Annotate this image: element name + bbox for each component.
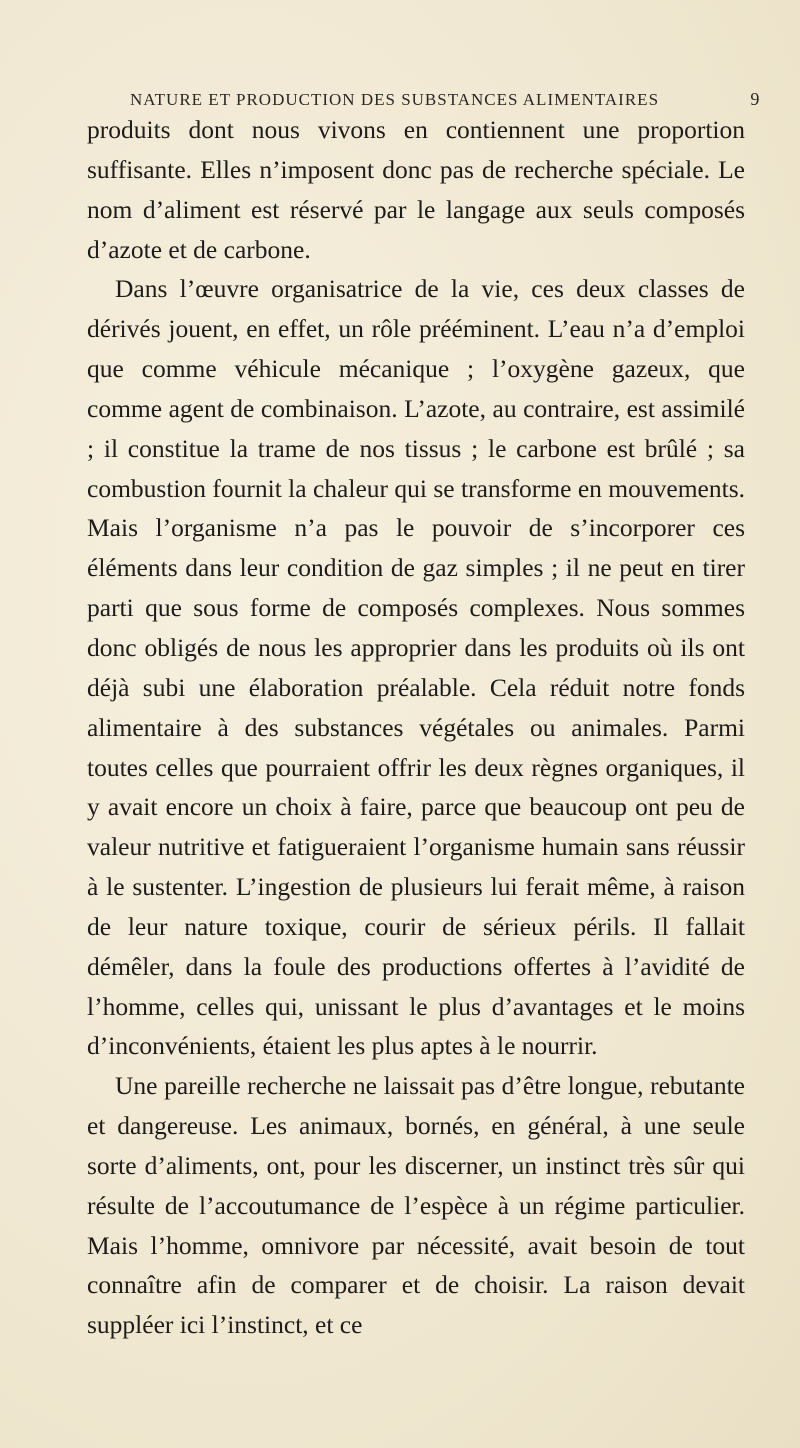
paragraph-2: Dans l’œuvre organisatrice de la vie, ces deux classes de dérivés jouent, en effet, un rôle prééminent. L’eau n’a d’emploi que comme véhicule mécanique ; l’oxygène gazeux, que comme agent de combinaison. L’azote, au contraire, est assimilé ; il constitue la trame de nos tissus ; le carbone est brûlé ; sa combustion fournit la chaleur qui se transforme en mouvements. Mais l’organisme n’a pas le pouvoir de s’incorporer ces éléments dans leur condition de gaz simples ; il ne peut en tirer parti que sous forme de composés complexes. Nous sommes donc obligés de nous les approprier dans les produits où ils ont déjà subi une élaboration préalable. Cela réduit notre fonds alimentaire à des substances végétales ou animales. Parmi toutes celles que pourraient offrir les deux règnes organiques, il y avait encore un choix à faire, parce que beaucoup ont peu de valeur nutritive et fatigueraient l’organisme humain sans réussir à le sustenter. L’ingestion de plusieurs lui ferait même, à raison de leur nature toxique, courir de sérieux périls. Il fallait démêler, dans la foule des productions offertes à l’avidité de l’homme, celles qui, unissant le plus d’avantages et le moins d’inconvénients, étaient les plus aptes à le nourrir. xyxy=(87,274,745,1061)
paragraph-3: Une pareille recherche ne laissait pas d’être longue, rebutante et dangereuse. Les animaux, bornés, en général, à une seule sorte d’aliments, ont, pour les discerner, un instinct très sûr qui résulte de l’accoutumance de l’espèce à un régime particulier. Mais l’homme, omnivore par nécessité, avait besoin de tout connaître afin de comparer et de choisir. La raison devait suppléer ici l’instinct, et ce xyxy=(87,1071,745,1340)
body-text xyxy=(87,110,745,1345)
page-number: 9 xyxy=(750,89,760,109)
running-head xyxy=(130,89,760,110)
paragraph-1: produits dont nous vivons en contiennent une proportion suffisante. Elles n’imposent donc pas de recherche spéciale. Le nom d’aliment est réservé par le langage aux seuls composés d’azote et de carbone. xyxy=(87,115,745,264)
running-head-title: NATURE ET PRODUCTION DES SUBSTANCES ALIMENTAIRES xyxy=(130,90,660,109)
